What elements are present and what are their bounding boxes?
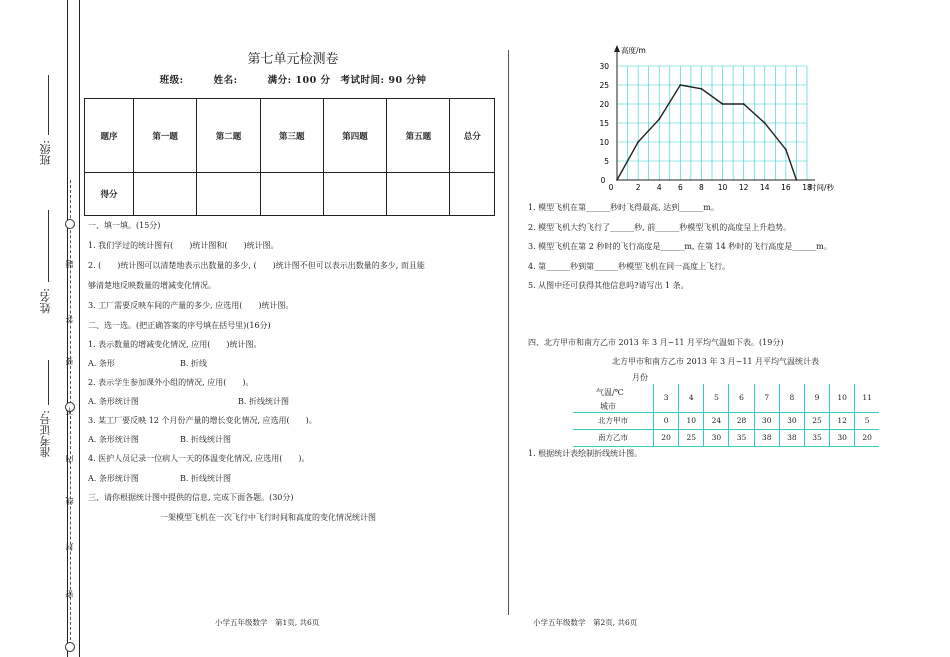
y-tick-label: 10: [599, 138, 609, 147]
y-tick-label: 15: [599, 119, 609, 128]
temp-cell: 30: [754, 412, 779, 429]
section-2-heading: 二、选一选。(把正确答案的序号填在括号里)(16分): [88, 321, 271, 330]
seal-char: 答: [65, 315, 74, 323]
temp-cell: 35: [729, 429, 754, 446]
option-a: A. 条形统计图: [88, 435, 139, 444]
seal-char: 密: [65, 590, 74, 598]
temp-cell: 24: [704, 412, 729, 429]
score-input-cell[interactable]: [323, 173, 386, 216]
score-input-cell[interactable]: [260, 173, 323, 216]
section-1-heading: 一、填一填。(15分): [88, 221, 161, 230]
altitude-series-line: [617, 85, 796, 180]
temp-cell: 0: [654, 412, 679, 429]
seal-char: 内: [65, 455, 74, 463]
x-tick-label: 16: [781, 183, 791, 192]
x-axis-label: 时间/秒: [809, 183, 835, 192]
section-4-heading: 四、北方甲市和南方乙市 2013 年 3 月~11 月平均气温如下表。(19分): [528, 338, 784, 347]
question-text: 1. 模型飞机在第______秒时飞得最高, 达到______m。: [528, 203, 719, 212]
score-header-cell: 第五题: [387, 99, 450, 173]
question-text: 3. 工厂需要反映车间的产量的多少, 应选用( )统计图。: [88, 301, 294, 310]
month-header: 11: [855, 384, 879, 412]
temp-table-corner: [573, 384, 654, 412]
seal-char: 题: [65, 260, 74, 268]
section-3-heading: 三、请你根据统计图中提供的信息, 完成下面各题。(30分): [88, 493, 294, 502]
option-a: A. 条形统计图: [88, 474, 139, 483]
x-tick-label: 8: [699, 183, 704, 192]
corner-month: 月份: [632, 373, 648, 382]
temp-cell: 20: [855, 429, 879, 446]
question-text: 3. 模型飞机在第 2 秒时的飞行高度是______m, 在第 14 秒时的飞行高度是______m。: [528, 242, 832, 251]
temp-cell: 38: [779, 429, 804, 446]
month-header: 3: [654, 384, 679, 412]
temp-cell: 38: [754, 429, 779, 446]
temp-cell: 25: [804, 412, 829, 429]
question-text: 2. ( )统计图可以清楚地表示出数量的多少, ( )统计图不但可以表示出数量的多少, 而且能: [88, 261, 425, 270]
seal-char: 封: [65, 543, 74, 551]
data-point: [637, 141, 639, 143]
data-point: [743, 103, 745, 105]
score-header-cell: 第一题: [134, 99, 197, 173]
y-tick-label: 20: [599, 100, 609, 109]
question-text: 5. 从图中还可获得其他信息吗?请写出 1 条。: [528, 281, 689, 290]
y-tick-label: 25: [599, 81, 609, 90]
option-a: A. 条形: [88, 359, 115, 368]
binding-hole-icon: [65, 219, 75, 229]
seal-char: 要: [65, 357, 74, 365]
score-header-cell: 第三题: [260, 99, 323, 173]
class-field[interactable]: [48, 75, 49, 135]
x-tick-label: 14: [760, 183, 770, 192]
binding-hole-icon: [65, 642, 75, 652]
temp-cell: 30: [704, 429, 729, 446]
x-tick-label: 6: [677, 183, 683, 192]
y-tick-label: 5: [604, 157, 609, 166]
temp-cell: 20: [654, 429, 679, 446]
temp-cell: 30: [830, 429, 855, 446]
question-text: 2. 表示学生参加课外小组的情况, 应用( )。: [88, 378, 254, 387]
seal-char: 不: [65, 407, 74, 415]
seal-dashed-line: [70, 180, 71, 650]
score-header-cell: 第四题: [323, 99, 386, 173]
temp-cell: 28: [729, 412, 754, 429]
question-text: 2. 模型飞机大约飞行了______秒, 前______秒模型飞机的高度呈上升趋势。: [528, 223, 792, 232]
city-name: 南方乙市: [573, 429, 654, 446]
score-input-cell[interactable]: [197, 173, 260, 216]
corner-temp: 气温/℃: [596, 388, 624, 397]
data-point: [701, 88, 703, 90]
x-tick-label: 4: [656, 183, 662, 192]
chart-title: 一架模型飞机在一次飞行中飞行时间和高度的变化情况统计图: [160, 513, 376, 522]
data-point: [658, 118, 660, 120]
flight-line-chart: [580, 40, 840, 200]
temp-cell: 30: [779, 412, 804, 429]
page-divider: [508, 50, 509, 615]
month-header: 8: [779, 384, 804, 412]
month-header: 4: [679, 384, 704, 412]
month-header: 9: [804, 384, 829, 412]
option-b: B. 折线: [180, 359, 207, 368]
exam-number-label: 准考证号:: [39, 410, 52, 458]
seal-char: 线: [65, 497, 74, 505]
data-point: [785, 149, 787, 151]
temp-cell: 35: [804, 429, 829, 446]
data-point: [722, 103, 724, 105]
question-text: 1. 我们学过的统计图有( )统计图和( )统计图。: [88, 241, 279, 250]
question-text: 1. 表示数量的增减变化情况, 应用( )统计图。: [88, 340, 262, 349]
y-tick-label: 30: [599, 62, 609, 71]
x-tick-label: 12: [738, 183, 749, 192]
data-point: [616, 179, 618, 181]
temp-cell: 25: [679, 429, 704, 446]
option-b: B. 折线统计图: [238, 397, 289, 406]
score-table: [84, 98, 495, 216]
score-header-cell: 题序: [85, 99, 134, 173]
option-b: B. 折线统计图: [180, 474, 231, 483]
month-header: 7: [754, 384, 779, 412]
y-axis-label: 高度/m: [621, 46, 646, 55]
name-field[interactable]: [48, 210, 49, 282]
x-tick-label: 0: [608, 183, 614, 192]
score-input-cell[interactable]: [134, 173, 197, 216]
y-axis-arrow-icon: [614, 45, 620, 52]
x-tick-label: 2: [635, 183, 641, 192]
question-text: 1. 根据统计表绘制折线统计图。: [528, 449, 643, 458]
temp-cell: 10: [679, 412, 704, 429]
question-text: 3. 某工厂要反映 12 个月份产量的增长变化情况, 应选用( )。: [88, 416, 317, 425]
score-input-cell[interactable]: [450, 173, 495, 216]
exam-meta: 班级: 姓名: 满分: 100 分 考试时间: 90 分钟: [159, 75, 427, 86]
option-a: A. 条形统计图: [88, 397, 139, 406]
data-point: [796, 179, 798, 181]
month-header: 6: [729, 384, 754, 412]
footer-right: 小学五年级数学 第2页, 共6页: [533, 618, 638, 627]
question-text: 4. 医护人员记录一位病人一天的体温变化情况, 应选用( )。: [88, 454, 310, 463]
y-tick-label: 0: [600, 176, 606, 185]
x-tick-label: 18: [802, 183, 812, 192]
score-header-cell: 第二题: [197, 99, 260, 173]
temp-table-title: 北方甲市和南方乙市 2013 年 3 月~11 月平均气温统计表: [612, 357, 820, 366]
data-point: [764, 122, 766, 124]
month-header: 10: [830, 384, 855, 412]
corner-city: 城市: [600, 402, 616, 411]
city-name: 北方甲市: [573, 412, 654, 429]
class-label: 班级:: [39, 140, 52, 166]
name-label: 姓名:: [39, 288, 52, 314]
temp-cell: 12: [830, 412, 855, 429]
exam-title: 第七单元检测卷: [247, 52, 339, 67]
question-text: 够清楚地反映数量的增减变化情况。: [88, 281, 216, 290]
month-header: 5: [704, 384, 729, 412]
option-b: B. 折线统计图: [180, 435, 231, 444]
score-row-label: 得分: [85, 173, 134, 216]
temperature-table: [573, 384, 879, 447]
temp-cell: 5: [855, 412, 879, 429]
data-point: [679, 84, 681, 86]
score-header-cell: 总分: [450, 99, 495, 173]
binding-border-right: [79, 0, 80, 657]
footer-left: 小学五年级数学 第1页, 共6页: [215, 618, 320, 627]
score-input-cell[interactable]: [387, 173, 450, 216]
question-text: 4. 第______秒到第______秒模型飞机在同一高度上飞行。: [528, 262, 731, 271]
exam-number-field[interactable]: [48, 360, 49, 405]
binding-border-left: [67, 0, 68, 657]
x-tick-label: 10: [717, 183, 728, 192]
